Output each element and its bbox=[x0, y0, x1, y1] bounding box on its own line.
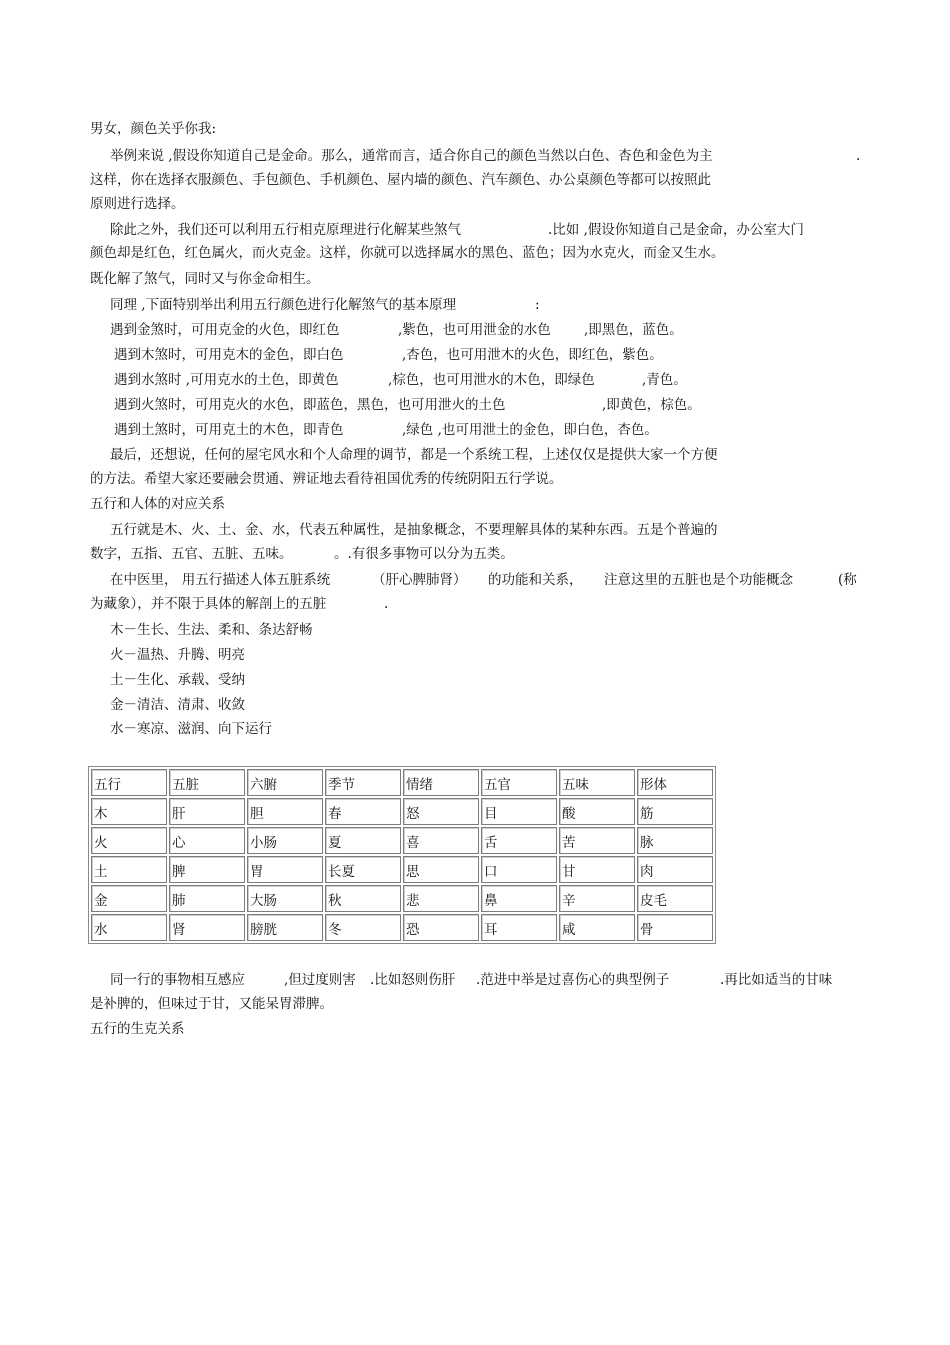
table-cell: 心 bbox=[169, 827, 245, 854]
paragraph-text: ,即黑色，蓝色。 bbox=[584, 322, 683, 338]
paragraph-text: 。.有很多事物可以分为五类。 bbox=[334, 546, 514, 562]
paragraph-text: 这样，你在选择衣服颜色、手包颜色、手机颜色、屋内墙的颜色、汽车颜色、办公桌颜色等都可以按照此 bbox=[90, 172, 711, 188]
paragraph-text: 的方法。希望大家还要融会贯通、辨证地去看待祖国优秀的传统阴阳五行学说。 bbox=[90, 471, 563, 487]
paragraph-text: : bbox=[535, 297, 540, 313]
table-cell: 胆 bbox=[247, 798, 323, 825]
table-header-row bbox=[91, 769, 713, 796]
table-cell: 甘 bbox=[559, 856, 635, 883]
element-water: 水－寒凉、滋润、向下运行 bbox=[110, 721, 272, 737]
table-cell: 舌 bbox=[481, 827, 557, 854]
table-cell: 春 bbox=[325, 798, 401, 825]
intro-heading: 男女，颜色关乎你我: bbox=[90, 121, 217, 137]
paragraph-text: ,杏色，也可用泄木的火色，即红色，紫色。 bbox=[402, 347, 663, 363]
table-cell: 脾 bbox=[169, 856, 245, 883]
table-cell: 金 bbox=[91, 885, 167, 912]
table-cell: 目 bbox=[481, 798, 557, 825]
table-cell: 水 bbox=[91, 914, 167, 941]
table-cell: 肝 bbox=[169, 798, 245, 825]
paragraph-text: 遇到木煞时，可用克木的金色，即白色 bbox=[114, 347, 344, 363]
element-fire: 火－温热、升腾、明亮 bbox=[110, 647, 245, 663]
table-header-cell: 五味 bbox=[559, 769, 635, 796]
table-cell: 恐 bbox=[403, 914, 479, 941]
table-cell: 思 bbox=[403, 856, 479, 883]
paragraph-text: 在中医里， 用五行描述人体五脏系统 bbox=[110, 572, 331, 588]
paragraph-text: 举例来说 ,假设你知道自己是金命。那么，通常而言，适合你自己的颜色当然以白色、杏色和金色为主 bbox=[110, 148, 713, 164]
table-cell: 筋 bbox=[637, 798, 713, 825]
paragraph-text: 是补脾的，但味过于甘，又能呆胃滞脾。 bbox=[90, 996, 333, 1012]
paragraph-text: 同一行的事物相互感应 bbox=[110, 972, 245, 988]
table-header-cell: 五官 bbox=[481, 769, 557, 796]
paragraph-text: ,即黄色，棕色。 bbox=[602, 397, 701, 413]
paragraph-text: 数字，五指、五官、五脏、五味。 bbox=[90, 546, 293, 562]
table-header-cell: 五行 bbox=[91, 769, 167, 796]
table-cell: 怒 bbox=[403, 798, 479, 825]
table-cell: 咸 bbox=[559, 914, 635, 941]
section-heading: 五行和人体的对应关系 bbox=[90, 496, 225, 512]
table-row bbox=[91, 885, 713, 912]
table-cell: 肾 bbox=[169, 914, 245, 941]
table-cell: 耳 bbox=[481, 914, 557, 941]
table-cell: 喜 bbox=[403, 827, 479, 854]
paragraph-text: .比如 ,假设你知道自己是金命，办公室大门 bbox=[548, 222, 804, 238]
table-header-cell: 季节 bbox=[325, 769, 401, 796]
paragraph-text: ,棕色，也可用泄水的木色，即绿色 bbox=[388, 372, 595, 388]
paragraph-text: .再比如适当的甘味 bbox=[720, 972, 833, 988]
table-cell: 小肠 bbox=[247, 827, 323, 854]
paragraph-text: 为藏象），并不限于具体的解剖上的五脏 bbox=[90, 596, 327, 612]
table-cell: 肉 bbox=[637, 856, 713, 883]
table-row bbox=[91, 856, 713, 883]
paragraph-text: ,绿色 ,也可用泄土的金色，即白色，杏色。 bbox=[402, 422, 658, 438]
table-cell: 长夏 bbox=[325, 856, 401, 883]
table-cell: 土 bbox=[91, 856, 167, 883]
paragraph-text: ,紫色，也可用泄金的水色 bbox=[398, 322, 551, 338]
paragraph-text: 注意这里的五脏也是个功能概念 bbox=[604, 572, 793, 588]
table-cell: 夏 bbox=[325, 827, 401, 854]
table-header-cell: 形体 bbox=[637, 769, 713, 796]
element-metal: 金－清洁、清肃、收敛 bbox=[110, 697, 245, 713]
paragraph-text: 遇到金煞时，可用克金的火色，即红色 bbox=[110, 322, 340, 338]
table-cell: 肺 bbox=[169, 885, 245, 912]
table-cell: 皮毛 bbox=[637, 885, 713, 912]
paragraph-text: 除此之外，我们还可以利用五行相克原理进行化解某些煞气 bbox=[110, 222, 461, 238]
table-cell: 脉 bbox=[637, 827, 713, 854]
table-row bbox=[91, 914, 713, 941]
paragraph-text: ,青色。 bbox=[642, 372, 687, 388]
paragraph-text: ,但过度则害 bbox=[284, 972, 356, 988]
paragraph-text: 同理 ,下面特别举出利用五行颜色进行化解煞气的基本原理 bbox=[110, 297, 457, 313]
table-row bbox=[91, 827, 713, 854]
paragraph-text: 原则进行选择。 bbox=[90, 196, 185, 212]
paragraph-text: （肝心脾肺肾） bbox=[372, 572, 467, 588]
table-cell: 骨 bbox=[637, 914, 713, 941]
table-header-cell: 六腑 bbox=[247, 769, 323, 796]
table-cell: 秋 bbox=[325, 885, 401, 912]
paragraph-text: 遇到水煞时 ,可用克水的土色，即黄色 bbox=[114, 372, 339, 388]
paragraph-text: 遇到土煞时，可用克土的木色，即青色 bbox=[114, 422, 344, 438]
paragraph-text: 最后，还想说，任何的屋宅风水和个人命理的调节，都是一个系统工程，上述仅仅是提供大家一个方便 bbox=[110, 447, 718, 463]
paragraph-text: .范进中举是过喜伤心的典型例子 bbox=[476, 972, 670, 988]
section-heading: 五行的生克关系 bbox=[90, 1021, 185, 1037]
table-cell: 大肠 bbox=[247, 885, 323, 912]
table-cell: 苦 bbox=[559, 827, 635, 854]
table-cell: 火 bbox=[91, 827, 167, 854]
element-wood: 木－生长、生法、柔和、条达舒畅 bbox=[110, 622, 313, 638]
paragraph-text: 既化解了煞气，同时又与你金命相生。 bbox=[90, 271, 320, 287]
paragraph-text: 的功能和关系， bbox=[488, 572, 583, 588]
table-cell: 冬 bbox=[325, 914, 401, 941]
table-row bbox=[91, 798, 713, 825]
table-cell: 辛 bbox=[559, 885, 635, 912]
table-header-cell: 五脏 bbox=[169, 769, 245, 796]
table-cell: 鼻 bbox=[481, 885, 557, 912]
paragraph-text: . bbox=[384, 596, 389, 612]
paragraph-text: . bbox=[856, 148, 861, 164]
wuxing-correspondence-table bbox=[88, 766, 716, 944]
table-cell: 胃 bbox=[247, 856, 323, 883]
table-cell: 悲 bbox=[403, 885, 479, 912]
paragraph-text: 五行就是木、火、土、金、水，代表五种属性，是抽象概念，不要理解具体的某种东西。五是个普遍的 bbox=[110, 522, 718, 538]
element-earth: 土－生化、承载、受纳 bbox=[110, 672, 245, 688]
table-cell: 膀胱 bbox=[247, 914, 323, 941]
table-cell: 口 bbox=[481, 856, 557, 883]
paragraph-text: 遇到火煞时，可用克火的水色，即蓝色，黑色，也可用泄火的土色 bbox=[114, 397, 506, 413]
paragraph-text: (称 bbox=[838, 572, 857, 588]
table-header-cell: 情绪 bbox=[403, 769, 479, 796]
table-cell: 木 bbox=[91, 798, 167, 825]
table-cell: 酸 bbox=[559, 798, 635, 825]
paragraph-text: 颜色却是红色，红色属火，而火克金。这样，你就可以选择属水的黑色、蓝色；因为水克火，而金又生水。 bbox=[90, 245, 725, 261]
paragraph-text: .比如怒则伤肝 bbox=[370, 972, 456, 988]
